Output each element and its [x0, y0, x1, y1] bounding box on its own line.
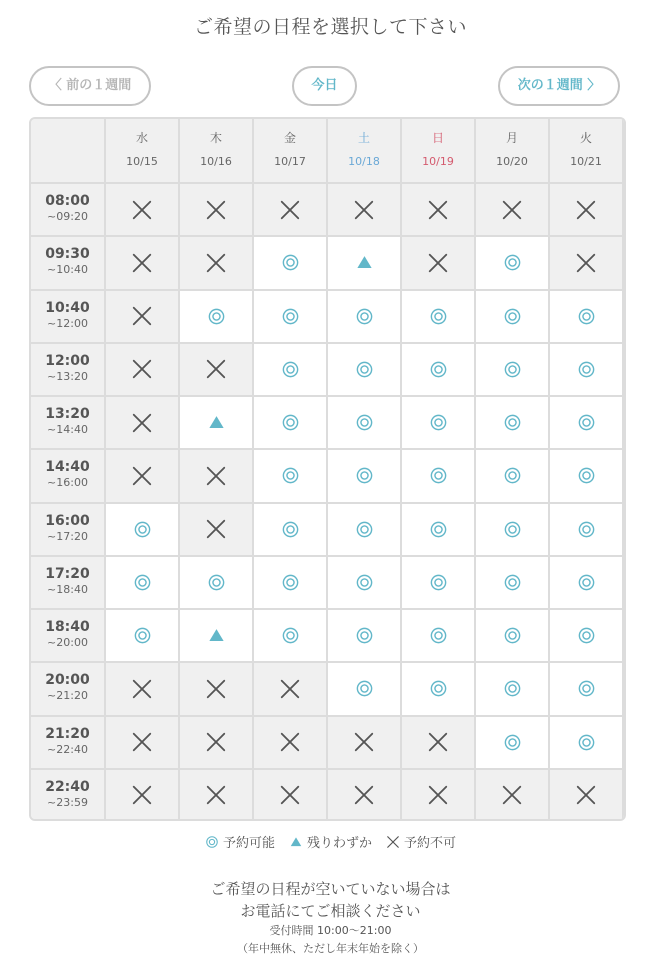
double-circle-icon: [429, 413, 448, 432]
double-circle-icon: [503, 360, 522, 379]
slot-available[interactable]: [476, 344, 550, 397]
cross-icon: [279, 784, 301, 806]
day-of-week: 土: [357, 131, 370, 145]
slot-available[interactable]: [550, 504, 624, 557]
slot-available[interactable]: [550, 397, 624, 450]
slot-available[interactable]: [180, 557, 254, 610]
day-of-week: 金: [283, 131, 296, 145]
slot-available[interactable]: [106, 610, 180, 663]
slot-available[interactable]: [476, 557, 550, 610]
time-slot-label: [31, 770, 106, 821]
slot-unavailable: [180, 504, 254, 557]
slot-available[interactable]: [476, 237, 550, 290]
contact-note: [0, 878, 661, 958]
day-date: 10/15: [126, 155, 158, 168]
cross-icon: [427, 252, 449, 274]
double-circle-icon: [503, 573, 522, 592]
contact-line1: ご希望の日程が空いていない場合は: [210, 880, 451, 898]
slot-available[interactable]: [328, 450, 402, 503]
triangle-icon: [355, 253, 374, 272]
time-start: 10:40: [45, 299, 90, 316]
double-circle-icon: [577, 733, 596, 752]
slot-unavailable: [106, 397, 180, 450]
legend-unavailable: [386, 832, 456, 851]
slot-available[interactable]: [180, 397, 254, 450]
slot-available[interactable]: [254, 557, 328, 610]
double-circle-icon: [503, 679, 522, 698]
slot-available[interactable]: [402, 610, 476, 663]
slot-available[interactable]: [476, 663, 550, 716]
slot-available[interactable]: [254, 397, 328, 450]
double-circle-icon: [281, 520, 300, 539]
day-header: [402, 119, 476, 184]
cross-icon: [427, 731, 449, 753]
next-week-button[interactable]: 次の１週間 〉: [498, 66, 620, 106]
slot-available[interactable]: [402, 557, 476, 610]
double-circle-icon: [577, 466, 596, 485]
time-end: ~12:00: [47, 316, 88, 330]
cross-icon: [131, 305, 153, 327]
cross-icon: [386, 835, 400, 849]
slot-available[interactable]: [328, 291, 402, 344]
slot-available[interactable]: [550, 291, 624, 344]
day-date: 10/17: [274, 155, 306, 168]
slot-available[interactable]: [550, 557, 624, 610]
cross-icon: [131, 199, 153, 221]
day-header: [476, 119, 550, 184]
time-end: ~23:59: [47, 795, 88, 809]
slot-unavailable: [328, 717, 402, 770]
time-end: ~13:20: [47, 369, 88, 383]
time-start: 16:00: [45, 512, 90, 529]
slot-available[interactable]: [402, 291, 476, 344]
cross-icon: [131, 252, 153, 274]
slot-unavailable: [328, 770, 402, 821]
slot-available[interactable]: [402, 450, 476, 503]
slot-available[interactable]: [550, 663, 624, 716]
time-slot-label: [31, 610, 106, 663]
cross-icon: [353, 784, 375, 806]
double-circle-icon: [281, 466, 300, 485]
slot-available[interactable]: [402, 344, 476, 397]
cross-icon: [205, 518, 227, 540]
double-circle-icon: [429, 360, 448, 379]
time-end: ~17:20: [47, 529, 88, 543]
double-circle-icon: [429, 466, 448, 485]
cross-icon: [131, 412, 153, 434]
double-circle-icon: [281, 360, 300, 379]
slot-unavailable: [180, 344, 254, 397]
slot-unavailable: [476, 184, 550, 237]
time-start: 14:40: [45, 459, 90, 476]
slot-unavailable: [402, 184, 476, 237]
double-circle-icon: [503, 626, 522, 645]
time-end: ~20:00: [47, 636, 88, 649]
double-circle-icon: [281, 413, 300, 432]
slot-available[interactable]: [328, 344, 402, 397]
slot-unavailable: [106, 291, 180, 344]
cross-icon: [353, 199, 375, 221]
slot-unavailable: [402, 237, 476, 290]
double-circle-icon: [355, 413, 374, 432]
slot-unavailable: [106, 450, 180, 503]
double-circle-icon: [429, 679, 448, 698]
slot-unavailable: [254, 717, 328, 770]
day-of-week: 日: [431, 131, 444, 145]
cross-icon: [279, 199, 301, 221]
double-circle-icon: [281, 626, 300, 645]
slot-available[interactable]: [254, 504, 328, 557]
time-start: 13:20: [45, 406, 90, 422]
day-date: 10/19: [422, 155, 454, 168]
time-slot-label: [31, 237, 106, 290]
cross-icon: [131, 358, 153, 380]
cross-icon: [205, 678, 227, 700]
cross-icon: [131, 678, 153, 700]
slot-available[interactable]: [254, 450, 328, 503]
day-date: 10/18: [348, 155, 380, 168]
legend-unavailable-label: 予約不可: [404, 836, 457, 851]
time-end: ~10:40: [47, 263, 88, 277]
slot-available[interactable]: [402, 397, 476, 450]
page-title: ご希望の日程を選択して下さい: [193, 16, 467, 38]
time-slot-label: [31, 450, 106, 503]
double-circle-icon: [355, 307, 374, 326]
double-circle-icon: [207, 307, 226, 326]
double-circle-icon: [355, 626, 374, 645]
slot-available[interactable]: [476, 397, 550, 450]
cross-icon: [575, 252, 597, 274]
header-corner: [31, 119, 106, 184]
cross-icon: [131, 465, 153, 487]
double-circle-icon: [577, 626, 596, 645]
day-date: 10/16: [200, 155, 232, 168]
time-end: ~16:00: [47, 476, 88, 490]
triangle-icon: [289, 835, 303, 849]
cross-icon: [205, 731, 227, 753]
cross-icon: [205, 784, 227, 806]
double-circle-icon: [355, 679, 374, 698]
slot-unavailable: [328, 184, 402, 237]
slot-available[interactable]: [476, 291, 550, 344]
today-button[interactable]: 今日: [292, 66, 357, 106]
slot-unavailable: [180, 237, 254, 290]
time-start: 09:30: [45, 246, 90, 263]
double-circle-icon: [133, 573, 152, 592]
double-circle-icon: [281, 573, 300, 592]
slot-available[interactable]: [476, 450, 550, 503]
cross-icon: [205, 465, 227, 487]
time-end: ~21:20: [47, 689, 88, 703]
legend-available: [205, 832, 275, 851]
double-circle-icon: [577, 573, 596, 592]
slot-unavailable: [254, 770, 328, 821]
day-header: [254, 119, 328, 184]
legend-few-left: [289, 832, 372, 851]
cross-icon: [427, 199, 449, 221]
reception-hours: 受付時間 10:00〜21:00: [269, 924, 392, 937]
double-circle-icon: [429, 520, 448, 539]
slot-available[interactable]: [180, 291, 254, 344]
cross-icon: [427, 784, 449, 806]
contact-line2: お電話にてご相談ください: [240, 902, 421, 920]
time-end: ~18:40: [47, 582, 88, 596]
double-circle-icon: [503, 413, 522, 432]
time-slot-label: [31, 291, 106, 344]
double-circle-icon: [281, 253, 300, 272]
double-circle-icon: [429, 626, 448, 645]
time-slot-label: [31, 397, 106, 450]
double-circle-icon: [133, 520, 152, 539]
legend-available-label: 予約可能: [222, 836, 275, 851]
slot-unavailable: [180, 770, 254, 821]
slot-available[interactable]: [106, 557, 180, 610]
slot-available[interactable]: [550, 344, 624, 397]
day-header: [550, 119, 624, 184]
slot-available[interactable]: [106, 504, 180, 557]
slot-unavailable: [254, 184, 328, 237]
day-of-week: 水: [135, 131, 148, 145]
slot-available[interactable]: [254, 610, 328, 663]
slot-available[interactable]: [328, 237, 402, 290]
day-header: [106, 119, 180, 184]
slot-unavailable: [180, 663, 254, 716]
slot-available[interactable]: [476, 504, 550, 557]
double-circle-icon: [503, 466, 522, 485]
day-of-week: 月: [505, 131, 518, 145]
cross-icon: [205, 199, 227, 221]
slot-unavailable: [402, 717, 476, 770]
slot-unavailable: [476, 770, 550, 821]
double-circle-icon: [429, 573, 448, 592]
slot-available[interactable]: [402, 504, 476, 557]
double-circle-icon: [577, 520, 596, 539]
double-circle-icon: [355, 520, 374, 539]
day-date: 10/21: [570, 155, 602, 168]
time-end: ~09:20: [47, 210, 88, 223]
slot-unavailable: [106, 770, 180, 821]
time-slot-label: [31, 717, 106, 770]
time-start: 12:00: [45, 352, 90, 369]
double-circle-icon: [577, 307, 596, 326]
cross-icon: [575, 784, 597, 806]
time-slot-label: [31, 504, 106, 557]
time-end: ~14:40: [47, 423, 88, 436]
cross-icon: [353, 731, 375, 753]
slot-available[interactable]: [328, 663, 402, 716]
double-circle-icon: [133, 626, 152, 645]
cross-icon: [131, 784, 153, 806]
cross-icon: [279, 731, 301, 753]
day-date: 10/20: [496, 155, 528, 168]
slot-available[interactable]: [550, 450, 624, 503]
slot-unavailable: [550, 237, 624, 290]
cross-icon: [279, 678, 301, 700]
schedule-grid: [29, 117, 626, 821]
double-circle-icon: [207, 573, 226, 592]
day-header: [328, 119, 402, 184]
slot-available[interactable]: [328, 557, 402, 610]
day-header: [180, 119, 254, 184]
cross-icon: [501, 199, 523, 221]
slot-unavailable: [106, 344, 180, 397]
slot-unavailable: [106, 237, 180, 290]
slot-available[interactable]: [254, 344, 328, 397]
slot-unavailable: [106, 717, 180, 770]
cross-icon: [131, 731, 153, 753]
day-of-week: 木: [209, 131, 222, 145]
slot-unavailable: [550, 184, 624, 237]
time-start: 21:20: [45, 725, 90, 742]
double-circle-icon: [577, 413, 596, 432]
double-circle-icon: [503, 520, 522, 539]
slot-unavailable: [180, 717, 254, 770]
slot-available[interactable]: [550, 610, 624, 663]
slot-unavailable: [106, 663, 180, 716]
double-circle-icon: [281, 307, 300, 326]
triangle-icon: [207, 626, 226, 645]
slot-available[interactable]: [254, 237, 328, 290]
cross-icon: [575, 199, 597, 221]
cross-icon: [205, 358, 227, 380]
slot-available[interactable]: [180, 610, 254, 663]
time-slot-label: [31, 344, 106, 397]
slot-available[interactable]: [550, 717, 624, 770]
time-start: 20:00: [45, 672, 90, 689]
legend-few-left-label: 残りわずか: [306, 836, 372, 851]
slot-unavailable: [106, 184, 180, 237]
time-start: 22:40: [45, 778, 90, 795]
slot-available[interactable]: [476, 610, 550, 663]
slot-available[interactable]: [254, 291, 328, 344]
legend: [0, 832, 661, 851]
slot-unavailable: [180, 450, 254, 503]
slot-unavailable: [180, 184, 254, 237]
holiday-note: （年中無休、ただし年末年始を除く）: [237, 942, 424, 955]
double-circle-icon: [577, 360, 596, 379]
slot-available[interactable]: [402, 663, 476, 716]
double-circle-icon: [205, 835, 219, 849]
cross-icon: [205, 252, 227, 274]
slot-available[interactable]: [328, 397, 402, 450]
time-start: 18:40: [45, 619, 90, 635]
prev-week-button[interactable]: 〈 前の１週間: [29, 66, 151, 106]
time-slot-label: [31, 557, 106, 610]
double-circle-icon: [503, 733, 522, 752]
cross-icon: [501, 784, 523, 806]
double-circle-icon: [503, 253, 522, 272]
slot-available[interactable]: [476, 717, 550, 770]
slot-available[interactable]: [328, 610, 402, 663]
time-slot-label: [31, 663, 106, 716]
time-start: 17:20: [45, 565, 90, 582]
slot-unavailable: [550, 770, 624, 821]
double-circle-icon: [577, 679, 596, 698]
double-circle-icon: [355, 360, 374, 379]
time-end: ~22:40: [47, 742, 88, 756]
double-circle-icon: [355, 466, 374, 485]
double-circle-icon: [503, 307, 522, 326]
slot-available[interactable]: [328, 504, 402, 557]
time-start: 08:00: [45, 193, 90, 209]
slot-unavailable: [402, 770, 476, 821]
triangle-icon: [207, 413, 226, 432]
slot-unavailable: [254, 663, 328, 716]
time-slot-label: [31, 184, 106, 237]
double-circle-icon: [355, 573, 374, 592]
double-circle-icon: [429, 307, 448, 326]
day-of-week: 火: [579, 131, 592, 145]
